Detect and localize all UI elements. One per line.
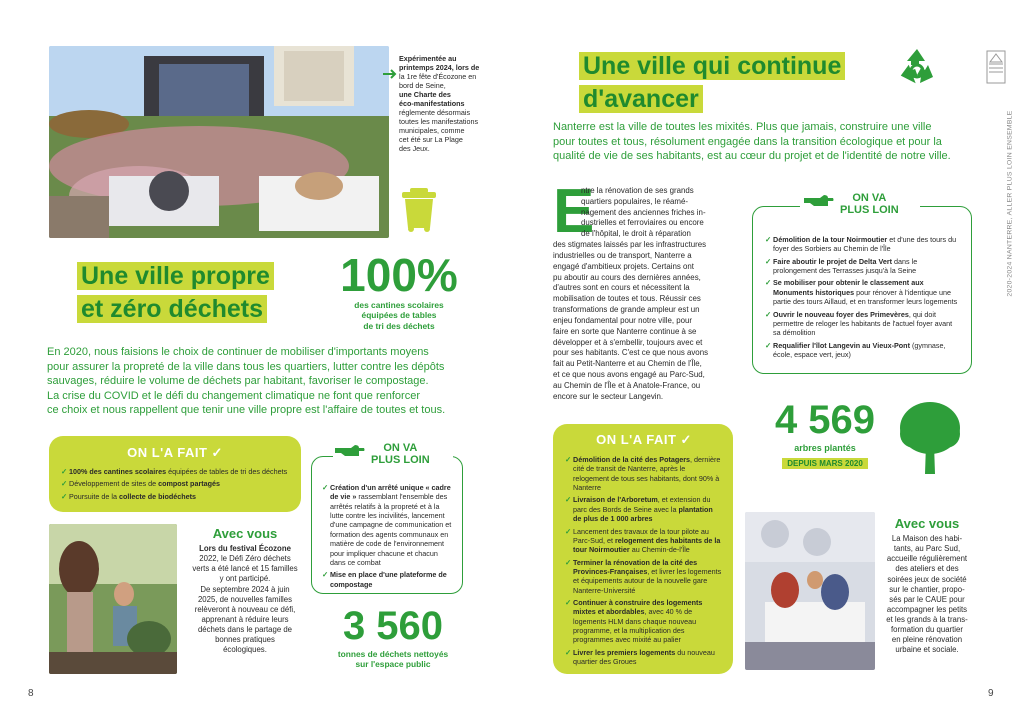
item-text: , dernière cité de transit de Nanterre, après le relogement de tous ses habitants, dont 90% à Nanterre: [573, 455, 721, 493]
avec-vous-line: sur le chantier, propo-: [889, 584, 965, 594]
list-item: [765, 341, 961, 360]
list-item: [565, 527, 723, 555]
body-line: fait au Petit-Nanterre et au Chemin de l'Île,: [553, 359, 702, 369]
stat-3560: [318, 606, 468, 670]
body-line: des stigmates laissés par les infrastructures: [553, 240, 707, 250]
caption-bold: printemps 2024, lors de: [399, 63, 480, 72]
avec-vous-line: écologiques.: [223, 645, 267, 655]
list-item: [565, 455, 723, 492]
body-line: faire en sorte que Nanterre continue à se: [553, 326, 697, 336]
garden-image: [49, 524, 177, 674]
on-va-plus-loin-box-left: [311, 456, 463, 594]
on-la-fait-box-left: [49, 436, 301, 512]
item-text: , avec 40 % de logements HLM dans chaque nouveau programme, et la multiplication des programmes avec mixité au palier: [573, 607, 697, 645]
on-va-plus-loin-list: [322, 483, 454, 589]
list-item: [765, 235, 961, 254]
list-item: [61, 467, 289, 476]
body-line: quartiers populaires, le réamé-: [581, 196, 689, 206]
avec-vous-line: bonnes pratiques: [215, 635, 275, 645]
item-bold: compost partagés: [158, 479, 221, 489]
body-line: développer et à s'embellir, toujours avec et: [553, 337, 703, 347]
list-item: [765, 257, 961, 276]
tree-icon: [898, 400, 962, 476]
body-line: pu aboutir au cours des dernières années,: [553, 272, 701, 282]
item-text: , qui doit permettre de reloger les habitants de l'actuel foyer avant sa démolition: [773, 309, 953, 338]
stat-label-line: tonnes de déchets nettoyés: [337, 649, 449, 659]
caption-line: cet été sur La Plage: [399, 135, 463, 144]
stat-label-line: équipées de tables: [361, 310, 437, 321]
body-line: transformations de grande ampleur est un: [553, 305, 700, 315]
item-bold: Démolition de la tour Noirmoutier: [773, 235, 888, 244]
item-bold: 100% des cantines scolaires: [69, 467, 167, 476]
body-line: pour ses habitants. C'est ce que nous avons: [553, 348, 709, 358]
stat-label: arbres plantés: [794, 443, 856, 453]
body-line: dustrielles et ferroviaires ou encore: [581, 218, 704, 228]
avec-vous-line: 2025, de nouvelles familles: [197, 594, 293, 604]
avec-vous-line: accueille régulièrement: [886, 554, 968, 564]
avec-vous-line: sés par le CAUE pour: [889, 594, 965, 604]
title-line: d'avancer: [579, 85, 703, 113]
item-text: rassemblant l'ensemble des arrêtés relatifs à la propreté et à la lutte contre les incivilités, lancement d'une campagne de communication et formation des agents communaux en matière de code de l'environnement pour impliquer chacune et chacun dans ce combat: [330, 492, 452, 567]
intro-line: ce choix et nous rappellent que tenir une ville propre est l'affaire de toutes et tous.: [47, 404, 446, 417]
list-item: [565, 558, 723, 595]
avec-vous-line: urbaine et sociale.: [895, 645, 959, 655]
avec-vous-line: tants, au Parc Sud,: [893, 544, 961, 554]
caption-line: une Charte des: [399, 90, 451, 99]
item-bold: Livrer les premiers logements: [573, 647, 676, 657]
item-bold: relogement des habitants de la tour Noirmoutier: [573, 535, 721, 555]
item-text: et d'une des tours du foyer des Sorbiers au Chemin de l'Île: [773, 235, 957, 254]
body-line: d'autres sont en cours et nécessitent la: [553, 283, 690, 293]
avec-vous-line: accompagner les petits: [886, 604, 968, 614]
stat-label-line: sur l'espace public: [355, 659, 431, 670]
title-line: et zéro déchets: [77, 295, 267, 323]
box-title-line: ON VA: [383, 442, 418, 454]
stat-value: 4 569: [774, 398, 876, 442]
caption-line: bord de Seine,: [399, 81, 446, 90]
item-text: au Chemin-de-l'Île: [629, 545, 690, 555]
workshop-image: [745, 512, 875, 670]
title-line: Une ville propre: [77, 262, 274, 290]
body-line: et ce que nous avons engagé au Parc-Sud,: [553, 370, 705, 380]
intro-line: En 2020, nous faisions le choix de continuer de mobiliser d'importants moyens: [47, 346, 429, 358]
avec-vous-line: La Maison des habi-: [891, 534, 963, 543]
stat-100-percent: [330, 249, 468, 331]
stat-label-line: de tri des déchets: [363, 320, 435, 331]
body-line: encore sur le secteur Langevin.: [553, 391, 664, 401]
avec-vous-right: [878, 516, 976, 656]
stat-4569: [760, 400, 890, 471]
page-title-left: [77, 262, 327, 324]
list-item: [565, 495, 723, 523]
body-text-right: [553, 186, 731, 403]
pointing-hand-icon: [804, 194, 834, 208]
caption-line: Expérimentée au: [399, 54, 457, 63]
box-title-line: PLUS LOIN: [371, 454, 430, 467]
item-bold: Ouvrir le nouveau foyer des Primevères: [773, 309, 909, 319]
item-text: Lancement des travaux de la tour pilote au Parc-Sud, et: [573, 526, 709, 545]
festival-caption: [399, 54, 494, 153]
festival-photo: [49, 46, 389, 238]
avec-vous-line: et les grands à la trans-: [886, 615, 968, 624]
avec-vous-title: Avec vous: [212, 526, 278, 541]
title-line: Une ville qui continue: [579, 52, 845, 80]
avec-vous-line: y ont participé.: [219, 574, 271, 584]
list-item: [765, 310, 961, 338]
avec-vous-line: apprenant à réduire leurs: [201, 614, 289, 624]
on-va-plus-loin-header-right: [800, 190, 920, 224]
body-line: industrielles ou de transport, Nanterre a: [553, 250, 692, 260]
avec-vous-line: en pleine rénovation: [891, 635, 963, 645]
item-bold: Démolition de la cité des Potagers: [573, 455, 691, 464]
intro-line: qualité de vie de ses habitants, est au cœur du projet et de l'identité de notre ville.: [553, 150, 951, 163]
on-va-plus-loin-box-right: [752, 206, 972, 374]
intro-line: La crise du COVID et le défi du changement climatique ne font que renforcer: [47, 389, 420, 402]
item-text: du nouveau quartier des Groues: [573, 647, 715, 667]
avec-vous-line: formation du quartier: [891, 625, 963, 635]
recycle-icon: [893, 45, 941, 93]
intro-line: sauvages, réduire le volume de déchets par habitant, favoriser le compostage.: [47, 375, 429, 388]
box-title: ON L'A FAIT ✓: [596, 432, 692, 447]
dropcap: E: [553, 177, 595, 246]
stat-value: 3 560: [342, 604, 444, 648]
on-la-fait-box-right: [553, 424, 733, 674]
item-bold: Livraison de l'Arboretum: [573, 495, 658, 505]
item-text: , et extension du parc des Bords de Seine avec la: [573, 495, 711, 514]
list-item: [565, 598, 723, 645]
family-garden-photo: [49, 524, 177, 674]
item-bold: Mise en place d'une plateforme de compostage: [330, 570, 447, 589]
stat-value: 100%: [340, 249, 458, 301]
arrow-right-icon: [382, 66, 398, 82]
list-item: [61, 492, 289, 501]
caption-line: [399, 63, 494, 72]
list-item: [565, 648, 723, 667]
body-line: engagé d'ambitieux projets. Certains ont: [553, 261, 694, 271]
caption-line: des Jeux.: [399, 144, 430, 153]
avec-vous-line: De septembre 2024 à juin: [200, 584, 290, 594]
caption-line: municipales, comme: [399, 126, 465, 135]
side-vertical-text: 2020-2024 NANTERRE, ALLER PLUS LOIN ENSEMBLE: [1006, 110, 1014, 297]
logo-icon: [986, 50, 1006, 84]
pointing-hand-icon: [335, 444, 365, 458]
stat-label-line: des cantines scolaires: [354, 300, 444, 310]
list-item: [322, 570, 454, 589]
caption-line: toutes les manifestations: [399, 117, 479, 126]
avec-vous-line: déchets dans le partage de: [197, 625, 293, 634]
caption-line: la 1re fête d'Écozone en: [399, 72, 477, 81]
item-bold: Terminer la rénovation de la cité des Provinces-Françaises: [573, 557, 698, 576]
page-number-left: 8: [28, 688, 34, 699]
box-title: ON L'A FAIT ✓: [127, 445, 223, 460]
intro-line: Nanterre est la ville de toutes les mixités. Plus que jamais, construire une ville: [553, 121, 932, 133]
avec-vous-line: relèveront à nouveau ce défi,: [194, 604, 296, 614]
intro-line: pour assurer la propreté de la ville dans tous les quartiers, lutter contre les dépôts: [47, 360, 445, 373]
box-title-line: PLUS LOIN: [840, 204, 899, 217]
item-bold: Requalifier l'îlot Langevin au Vieux-Pont: [773, 340, 910, 350]
list-item: [61, 479, 289, 488]
page-number-right: 9: [988, 688, 994, 699]
box-title-line: ON VA: [852, 192, 887, 204]
item-text: équipées de tables de tri des déchets: [166, 467, 288, 476]
item-text: (gymnase, école, espace vert, jeux): [773, 340, 946, 359]
intro-paragraph-right: [553, 120, 973, 164]
item-bold: Création d'un arrêté unique « cadre de vie »: [330, 483, 451, 502]
stat-since-badge: DEPUIS MARS 2020: [782, 458, 868, 469]
intro-line: pour toutes et tous, résolument engagée dans la transition écologique et pour la: [553, 135, 942, 148]
item-text: , et livrer les logements et équipements autour de la nouvelle gare Nanterre-Université: [573, 566, 722, 595]
body-line: mobilisation de toutes et tous. Réussir ces: [553, 294, 701, 304]
caption-line: éco-manifestations: [399, 99, 465, 108]
list-item: [322, 483, 454, 567]
item-text: Poursuite de la: [69, 491, 119, 501]
on-va-plus-loin-list: [765, 235, 961, 359]
avec-vous-title: Avec vous: [894, 516, 960, 531]
avec-vous-left: [184, 526, 306, 655]
item-text: Développement de sites de: [69, 479, 159, 489]
item-text: dans le prolongement des Terrasses jusqu'à la Seine: [773, 256, 918, 276]
festival-crowd-image: [49, 46, 389, 238]
on-la-fait-list: [565, 455, 723, 667]
avec-vous-line: soirées jeux de société: [887, 574, 967, 584]
avec-vous-line: 2022, le Défi Zéro déchets: [199, 554, 291, 564]
page-title-right: [579, 52, 879, 114]
workshop-photo: [745, 512, 875, 670]
avec-vous-line: Lors du festival Écozone: [199, 544, 291, 553]
body-line: nagement des anciennes friches in-: [581, 207, 706, 217]
avec-vous-line: des ateliers et des: [895, 564, 959, 574]
compost-bin-icon: [400, 186, 438, 232]
item-bold: Continuer à construire des logements mixtes et abordables: [573, 598, 703, 617]
on-la-fait-list: [61, 467, 289, 501]
item-bold: plantation de plus de 1 000 arbres: [573, 504, 713, 524]
avec-vous-line: verts a été lancé et 15 familles: [192, 564, 298, 574]
item-bold: Faire aboutir le projet de Delta Vert: [773, 256, 893, 266]
item-text: pour rénover à l'identique une partie des tours Aillaud, et en transformer leurs logements: [773, 287, 958, 307]
body-line: au Chemin de l'Île et à Anatole-France, ou: [553, 380, 701, 390]
body-line: de l'hôpital, le droit à réparation: [581, 229, 691, 239]
body-line: enjeu fondamental pour notre ville, pour: [553, 315, 693, 325]
item-bold: Se mobiliser pour obtenir le classement aux Monuments historiques: [773, 278, 924, 297]
item-bold: collecte de biodéchets: [118, 491, 197, 501]
on-va-plus-loin-header-left: [333, 440, 453, 474]
list-item: [765, 278, 961, 306]
body-line: ntre la rénovation de ses grands: [581, 186, 694, 195]
caption-line: réglemente désormais: [399, 108, 471, 117]
intro-paragraph-left: [47, 345, 477, 418]
